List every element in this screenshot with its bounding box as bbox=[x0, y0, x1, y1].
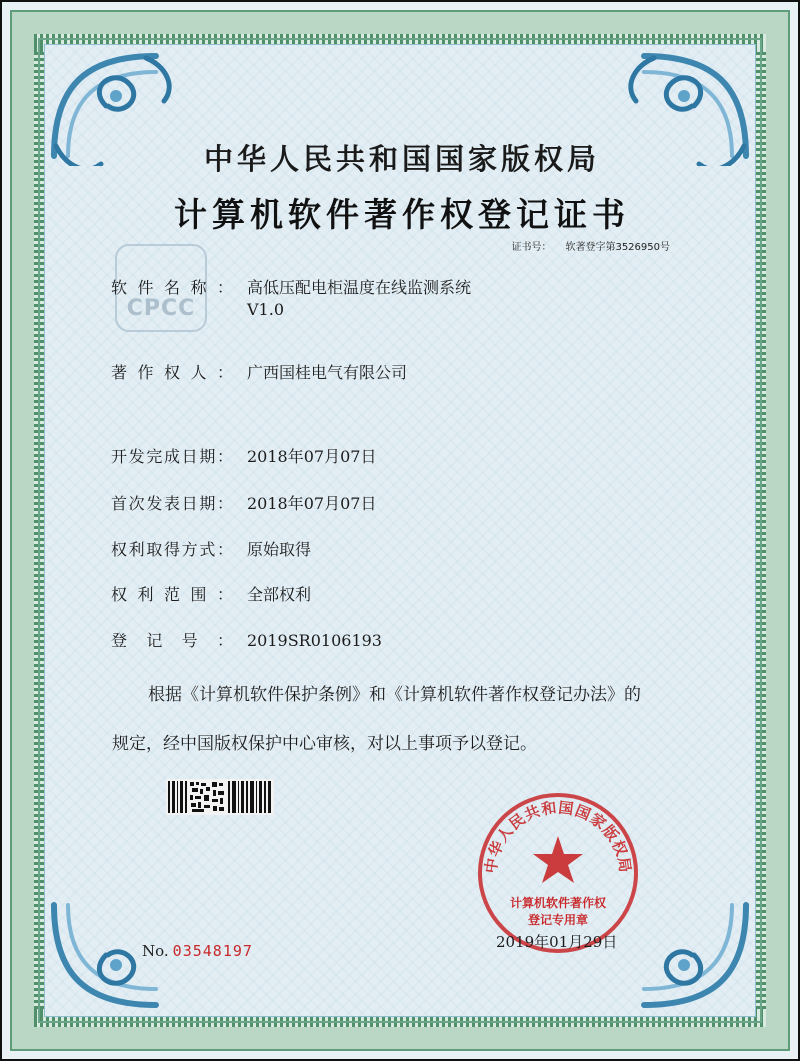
field-value: 2019SR0106193 bbox=[247, 631, 382, 650]
field-software-name bbox=[111, 275, 471, 298]
field-value: 高低压配电柜温度在线监测系统 bbox=[247, 278, 472, 297]
software-version: V1.0 bbox=[247, 300, 284, 319]
field-registration-number bbox=[111, 628, 382, 651]
statement-line-2: 规定，经中国版权保护中心审核，对以上事项予以登记。 bbox=[112, 734, 537, 754]
barcode-icon bbox=[166, 779, 274, 815]
field-label: 权利取得方式： bbox=[111, 540, 233, 559]
serial-number bbox=[142, 942, 253, 960]
seal-line-2: 登记专用章 bbox=[527, 913, 588, 927]
certificate-number-value: 软著登字第3526950号 bbox=[565, 242, 670, 253]
field-copyright-owner bbox=[111, 360, 407, 383]
field-value: 2018年07月07日 bbox=[247, 447, 377, 466]
certificate-number bbox=[511, 238, 670, 253]
certificate-title: 计算机软件著作权登记证书 bbox=[174, 195, 630, 234]
seal-ring-text: 中华人民共和国国家版权局 bbox=[481, 798, 635, 875]
seal-line-1: 计算机软件著作权 bbox=[509, 896, 606, 910]
serial-value: 03548197 bbox=[172, 942, 253, 960]
field-label: 权利范围： bbox=[111, 585, 233, 604]
field-value: 2018年07月07日 bbox=[247, 494, 377, 513]
field-value: 原始取得 bbox=[247, 540, 312, 559]
field-label: 著作权人： bbox=[111, 363, 233, 382]
field-value: 全部权利 bbox=[247, 585, 312, 604]
serial-label: No. bbox=[142, 942, 169, 960]
field-label: 开发完成日期： bbox=[111, 447, 233, 466]
seal-star-icon bbox=[533, 836, 583, 883]
issue-date: 2019年01月29日 bbox=[496, 933, 618, 951]
field-publication-date bbox=[111, 491, 376, 514]
field-label: 软件名称： bbox=[111, 278, 233, 297]
issuing-authority: 中华人民共和国国家版权局 bbox=[203, 142, 600, 176]
certificate-number-label: 证书号： bbox=[511, 242, 552, 253]
field-development-date bbox=[111, 444, 376, 467]
field-scope-of-rights bbox=[111, 582, 311, 605]
field-value: 广西国桂电气有限公司 bbox=[247, 363, 408, 382]
cpcc-emblem: CPCC bbox=[115, 244, 207, 332]
statement-line-1: 根据《计算机软件保护条例》和《计算机软件著作权登记办法》的 bbox=[148, 685, 641, 705]
field-label: 登记号： bbox=[111, 631, 233, 650]
field-acquisition-method bbox=[111, 537, 311, 560]
field-label: 首次发表日期： bbox=[111, 494, 233, 513]
